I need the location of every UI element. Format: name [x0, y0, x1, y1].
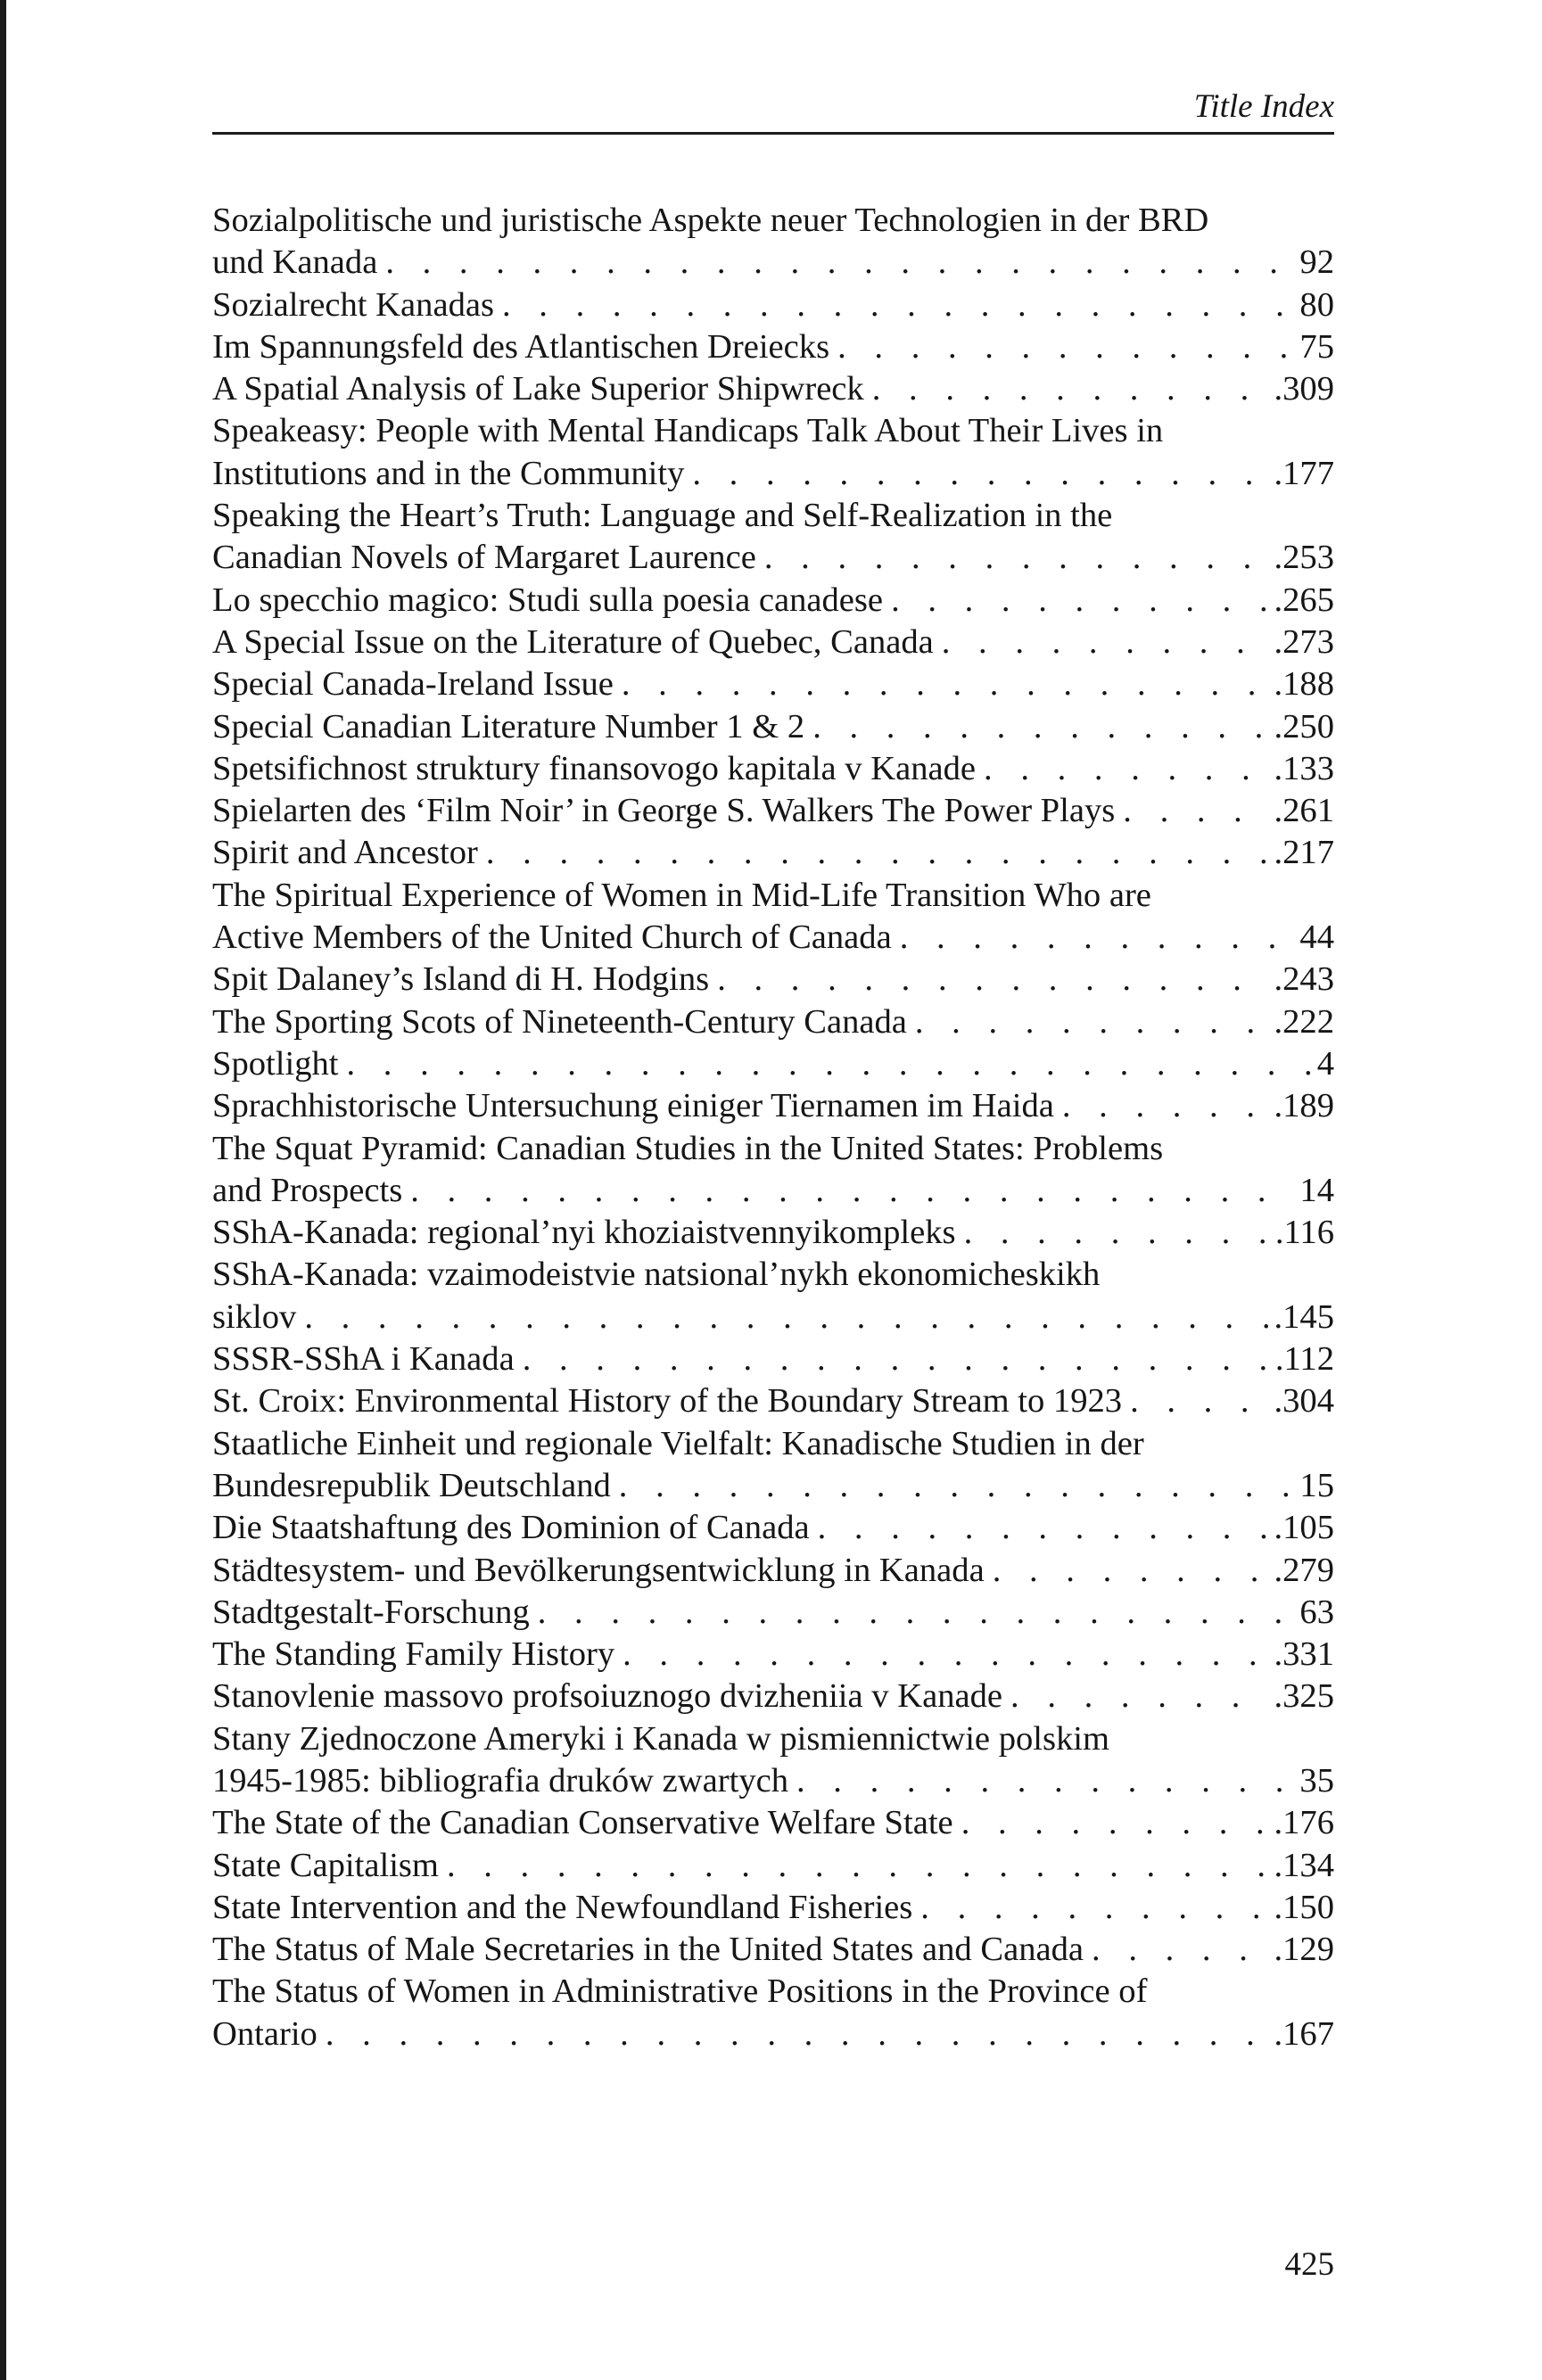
index-entry — [212, 959, 1334, 1001]
entry-title-line: Spit Dalaney’s Island di H. Hodgins — [212, 960, 710, 999]
dot-leader — [934, 622, 1271, 663]
entry-page-number: .176 — [1274, 1804, 1334, 1842]
entry-page-number: .189 — [1274, 1087, 1334, 1125]
dot-leader — [892, 917, 1297, 959]
dot-leader — [478, 832, 1271, 874]
entry-page-number: .129 — [1274, 1931, 1334, 1969]
index-entry — [212, 1971, 1334, 2055]
dot-leader — [1054, 1085, 1271, 1127]
entry-final-line — [212, 1676, 1334, 1717]
dot-leader — [956, 1212, 1272, 1254]
entry-final-line — [212, 537, 1334, 579]
index-entry — [212, 1887, 1334, 1929]
entry-final-line — [212, 1507, 1334, 1549]
entry-page-number: .134 — [1274, 1846, 1334, 1884]
dot-leader — [614, 1634, 1270, 1676]
index-entry — [212, 1718, 1334, 1803]
entry-title-line: SSSR-SShA i Kanada — [212, 1340, 515, 1379]
entry-page-number: .331 — [1274, 1635, 1334, 1674]
dot-leader — [317, 2014, 1271, 2055]
dot-leader — [976, 748, 1270, 790]
entry-page-number: .279 — [1274, 1551, 1334, 1589]
entry-final-line — [212, 663, 1334, 705]
entry-final-line — [212, 1465, 1334, 1507]
entry-page-number: 35 — [1299, 1761, 1334, 1799]
entry-page-number: 92 — [1299, 243, 1334, 282]
index-entry — [212, 1338, 1334, 1380]
dot-leader — [788, 1760, 1296, 1802]
index-entry — [212, 622, 1334, 663]
entry-title-line: The Standing Family History — [212, 1635, 615, 1674]
entry-final-line — [212, 1592, 1334, 1634]
entry-final-line — [212, 1887, 1334, 1929]
entry-title-line: Die Staatshaftung des Dominion of Canada — [212, 1509, 810, 1547]
entry-title-line: und Kanada — [212, 243, 378, 282]
entry-final-line — [212, 1212, 1334, 1254]
index-entry — [212, 1550, 1334, 1592]
entry-page-number: .265 — [1274, 581, 1334, 619]
entry-page-number: .243 — [1274, 960, 1334, 999]
entry-title-line: The Sporting Scots of Nineteenth-Century Canada — [212, 1002, 907, 1041]
title-index-list — [212, 200, 1334, 2055]
index-entry — [212, 410, 1334, 495]
index-entry — [212, 326, 1334, 368]
entry-page-number: 4 — [1316, 1044, 1334, 1083]
entry-page-number: .188 — [1274, 665, 1334, 704]
entry-title-line: Active Members of the United Church of Canada — [212, 918, 892, 957]
dot-leader — [756, 537, 1271, 579]
index-entry — [212, 790, 1334, 832]
dot-leader — [709, 959, 1270, 1001]
dot-leader — [804, 706, 1270, 748]
entry-title-line: and Prospects — [212, 1171, 403, 1209]
index-entry — [212, 1254, 1334, 1338]
dot-leader — [377, 242, 1296, 284]
entry-final-line — [212, 1001, 1334, 1043]
dot-leader — [829, 326, 1296, 368]
entry-final-line — [212, 242, 1334, 284]
dot-leader — [402, 1170, 1296, 1212]
entry-title-line: Special Canadian Literature Number 1 & 2 — [212, 707, 805, 745]
index-entry — [212, 580, 1334, 622]
entry-title-line: Spotlight — [212, 1044, 339, 1083]
index-entry — [212, 1128, 1334, 1213]
entry-page-number: .177 — [1274, 454, 1334, 492]
entry-title-line: Spetsifichnost struktury finansovogo kapitala v Kanade — [212, 749, 977, 787]
dot-leader — [614, 663, 1271, 705]
entry-final-line — [212, 1297, 1334, 1338]
entry-title-line: Spielarten des ‘Film Noir’ in George S. Walkers The Power Plays — [212, 792, 1116, 830]
entry-final-line — [212, 832, 1334, 874]
entry-title-line: Lo specchio magico: Studi sulla poesia canadese — [212, 581, 884, 619]
index-entry — [212, 495, 1334, 580]
dot-leader — [611, 1465, 1297, 1507]
entry-page-number: .253 — [1274, 539, 1334, 577]
entry-title-line: The Status of Women in Administrative Positions in the Province of — [212, 1972, 1148, 2011]
dot-leader — [339, 1043, 1314, 1085]
entry-page-number: .261 — [1274, 792, 1334, 830]
dot-leader — [1115, 790, 1270, 832]
running-title: Title Index — [1193, 88, 1334, 125]
entry-final-line — [212, 368, 1334, 410]
entry-final-line — [212, 1929, 1334, 1971]
index-entry — [212, 1802, 1334, 1844]
entry-page-number: .116 — [1274, 1214, 1334, 1252]
entry-title-line: Speakeasy: People with Mental Handicaps Talk About Their Lives in — [212, 412, 1164, 450]
entry-page-number: 14 — [1299, 1171, 1334, 1209]
entry-title-line: The State of the Canadian Conservative Welfare State — [212, 1804, 953, 1842]
index-entry — [212, 1212, 1334, 1254]
page-number: 425 — [1284, 2246, 1334, 2283]
dot-leader — [883, 580, 1270, 622]
dot-leader — [907, 1001, 1271, 1043]
entry-title-line: Institutions and in the Community — [212, 454, 685, 492]
entry-title-line: SShA-Kanada: vzaimodeistvie natsional’nykh ekonomicheskikh — [212, 1256, 1101, 1294]
dot-leader — [912, 1887, 1270, 1929]
index-entry — [212, 1423, 1334, 1508]
entry-title-line: Spirit and Ancestor — [212, 834, 478, 872]
entry-final-line — [212, 1043, 1334, 1085]
entry-title-line: 1945-1985: bibliografia druków zwartych — [212, 1761, 789, 1799]
entry-title-line: Speaking the Heart’s Truth: Language and Self-Realization in the — [212, 497, 1113, 535]
entry-title-line: SShA-Kanada: regional’nyi khoziaistvennyikompleks — [212, 1214, 956, 1252]
entry-final-line — [212, 284, 1334, 326]
index-entry — [212, 1507, 1334, 1549]
entry-title-line: Sozialrecht Kanadas — [212, 285, 494, 324]
entry-final-line — [212, 580, 1334, 622]
entry-title-line: Ontario — [212, 2014, 317, 2053]
dot-leader — [953, 1802, 1271, 1844]
index-entry — [212, 1085, 1334, 1127]
index-entry — [212, 200, 1334, 284]
index-entry — [212, 368, 1334, 410]
entry-title-line: Bundesrepublik Deutschland — [212, 1466, 611, 1504]
entry-title-line: St. Croix: Environmental History of the Boundary Stream to 1923 — [212, 1382, 1123, 1421]
entry-title-line: siklov — [212, 1297, 297, 1336]
entry-final-line — [212, 1634, 1334, 1676]
dot-leader — [1122, 1380, 1270, 1422]
dot-leader — [810, 1507, 1271, 1549]
index-entry — [212, 706, 1334, 748]
entry-final-line — [212, 1380, 1334, 1422]
index-entry — [212, 1592, 1334, 1634]
dot-leader — [296, 1297, 1270, 1338]
dot-leader — [530, 1592, 1297, 1634]
entry-page-number: .112 — [1274, 1340, 1334, 1379]
entry-final-line — [212, 453, 1334, 495]
entry-title-line: Sozialpolitische und juristische Aspekte neuer Technologien in der BRD — [212, 202, 1209, 239]
dot-leader — [439, 1845, 1271, 1887]
entry-title-line: Städtesystem- und Bevölkerungsentwicklung in Kanada — [212, 1551, 985, 1589]
index-entry — [212, 1380, 1334, 1422]
scan-edge — [0, 0, 6, 2380]
entry-page-number: 15 — [1299, 1466, 1334, 1504]
entry-page-number: .150 — [1274, 1888, 1334, 1926]
entry-page-number: .309 — [1274, 370, 1334, 408]
index-entry — [212, 832, 1334, 874]
dot-leader — [1002, 1676, 1270, 1717]
index-entry — [212, 875, 1334, 959]
entry-page-number: .133 — [1274, 749, 1334, 787]
entry-title-line: Stanovlenie massovo profsoiuznogo dvizheniia v Kanade — [212, 1677, 1003, 1716]
entry-title-line: The Squat Pyramid: Canadian Studies in the United States: Problems — [212, 1129, 1164, 1167]
entry-page-number: .105 — [1274, 1509, 1334, 1547]
entry-title-line: Special Canada-Ireland Issue — [212, 665, 614, 704]
entry-final-line — [212, 1760, 1334, 1802]
dot-leader — [494, 284, 1296, 326]
entry-final-line — [212, 622, 1334, 663]
entry-title-line: Staatliche Einheit und regionale Vielfalt: Kanadische Studien in der — [212, 1424, 1144, 1462]
index-entry — [212, 748, 1334, 790]
entry-title-line: Stadtgestalt-Forschung — [212, 1593, 530, 1631]
entry-page-number: 44 — [1299, 918, 1334, 957]
entry-final-line — [212, 748, 1334, 790]
entry-title-line: Im Spannungsfeld des Atlantischen Dreiecks — [212, 327, 830, 366]
index-entry — [212, 1676, 1334, 1717]
entry-final-line — [212, 1845, 1334, 1887]
index-entry — [212, 1845, 1334, 1887]
entry-page-number: 75 — [1299, 327, 1334, 366]
entry-page-number: .167 — [1274, 2014, 1334, 2053]
entry-title-line: State Capitalism — [212, 1846, 439, 1884]
entry-final-line — [212, 1802, 1334, 1844]
index-entry — [212, 284, 1334, 326]
entry-page-number: .250 — [1274, 707, 1334, 745]
entry-page-number: .273 — [1274, 622, 1334, 661]
index-entry — [212, 1929, 1334, 1971]
entry-final-line — [212, 326, 1334, 368]
entry-page-number: .222 — [1274, 1002, 1334, 1041]
dot-leader — [515, 1338, 1272, 1380]
entry-final-line — [212, 706, 1334, 748]
entry-page-number: .145 — [1274, 1297, 1334, 1336]
entry-page-number: .304 — [1274, 1382, 1334, 1421]
entry-final-line — [212, 1338, 1334, 1380]
entry-final-line — [212, 959, 1334, 1001]
dot-leader — [684, 453, 1270, 495]
running-header — [212, 86, 1334, 135]
index-entry — [212, 1634, 1334, 1676]
entry-title-line: Stany Zjednoczone Ameryki i Kanada w pismiennictwie polskim — [212, 1719, 1110, 1758]
entry-page-number: 63 — [1299, 1593, 1334, 1631]
entry-final-line — [212, 2014, 1334, 2055]
index-entry — [212, 1043, 1334, 1085]
entry-final-line — [212, 1550, 1334, 1592]
entry-title-line: State Intervention and the Newfoundland Fisheries — [212, 1888, 913, 1926]
entry-final-line — [212, 790, 1334, 832]
entry-final-line — [212, 1170, 1334, 1212]
entry-title-line: A Special Issue on the Literature of Quebec, Canada — [212, 622, 934, 661]
entry-final-line — [212, 1085, 1334, 1127]
entry-title-line: Sprachhistorische Untersuchung einiger Tiernamen im Haida — [212, 1087, 1054, 1125]
dot-leader — [864, 368, 1271, 410]
entry-title-line: The Status of Male Secretaries in the United States and Canada — [212, 1931, 1084, 1969]
index-entry — [212, 663, 1334, 705]
entry-page-number: .325 — [1274, 1677, 1334, 1716]
entry-page-number: .217 — [1274, 834, 1334, 872]
index-entry — [212, 1001, 1334, 1043]
entry-final-line — [212, 917, 1334, 959]
entry-title-line: Canadian Novels of Margaret Laurence — [212, 539, 756, 577]
dot-leader — [985, 1550, 1271, 1592]
entry-title-line: A Spatial Analysis of Lake Superior Shipwreck — [212, 370, 864, 408]
dot-leader — [1084, 1929, 1270, 1971]
entry-title-line: The Spiritual Experience of Women in Mid-Life Transition Who are — [212, 876, 1151, 914]
entry-page-number: 80 — [1299, 285, 1334, 324]
